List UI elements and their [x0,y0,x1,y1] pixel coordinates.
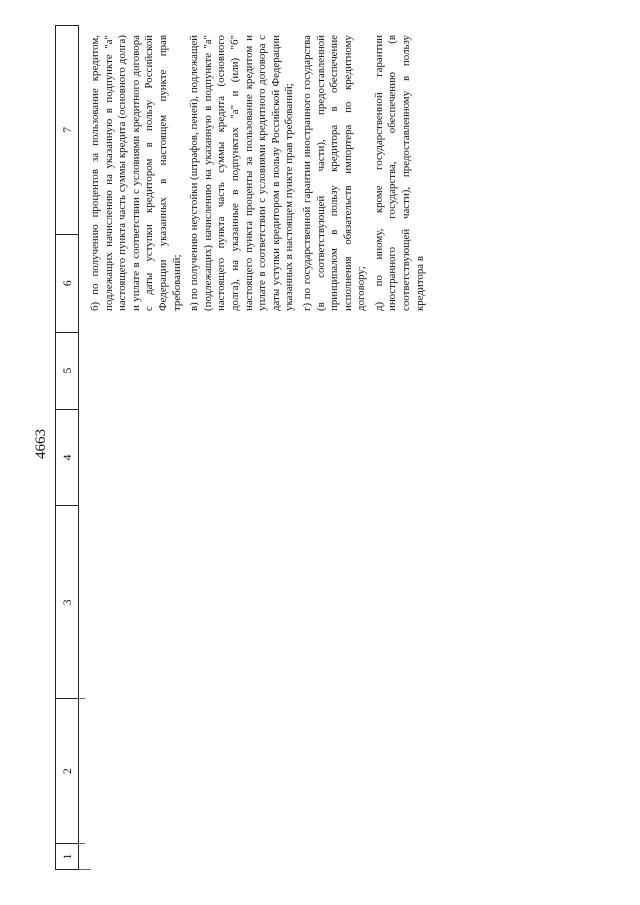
table-header-row [55,25,79,870]
column-rule [79,698,85,699]
paragraph-d: д) по иному, кроме государственной гарантии иностранного государства, обеспечению (в соответствующей части), предоставленному в пользу кредитора в [372,35,426,311]
header-cell-7: 7 [56,25,78,234]
header-cell-5: 5 [56,332,78,409]
header-cell-1: 1 [56,843,78,869]
header-cell-4: 4 [56,409,78,506]
column-7-content [89,35,431,311]
paragraph-b: б) по получению процентов за пользование кредитом, подлежащих начислению на указанную в подпункте "а" настоящего пункта часть суммы кредита (основного долга) и уплате в соответствии с условиями кредитного договора с даты уступки кредитором в пользу Российской Федерации указанных в настоящем пункте прав требований; [89,35,183,311]
paragraph-v: в) по получению неустойки (штрафов, пеней), подлежащей (подлежащих) начислению на указанную в подпункте "а" настоящего пункта часть суммы кредита (основного долга), на указанные в подпунктах "а" и (или) "б" настоящего пункта проценты за пользование кредитом и уплате в соответствии с условиями кредитного договора с даты уступки кредитором в пользу Российской Федерации указанных в настоящем пункте прав требований; [188,35,296,311]
column-rule [79,869,91,870]
header-cell-2: 2 [56,698,78,843]
header-cell-3: 3 [56,505,78,698]
column-rule [79,843,85,844]
table-body-row [79,25,630,870]
page-number: 4663 [33,429,49,459]
header-cell-6: 6 [56,234,78,332]
rotated-table [55,25,630,870]
paragraph-g: г) по государственной гарантии иностранного государства (в соответствующей части), предоставленной принципалом в пользу кредитора в обеспечение исполнения обязательств импортера по кредитному договору; [300,35,368,311]
